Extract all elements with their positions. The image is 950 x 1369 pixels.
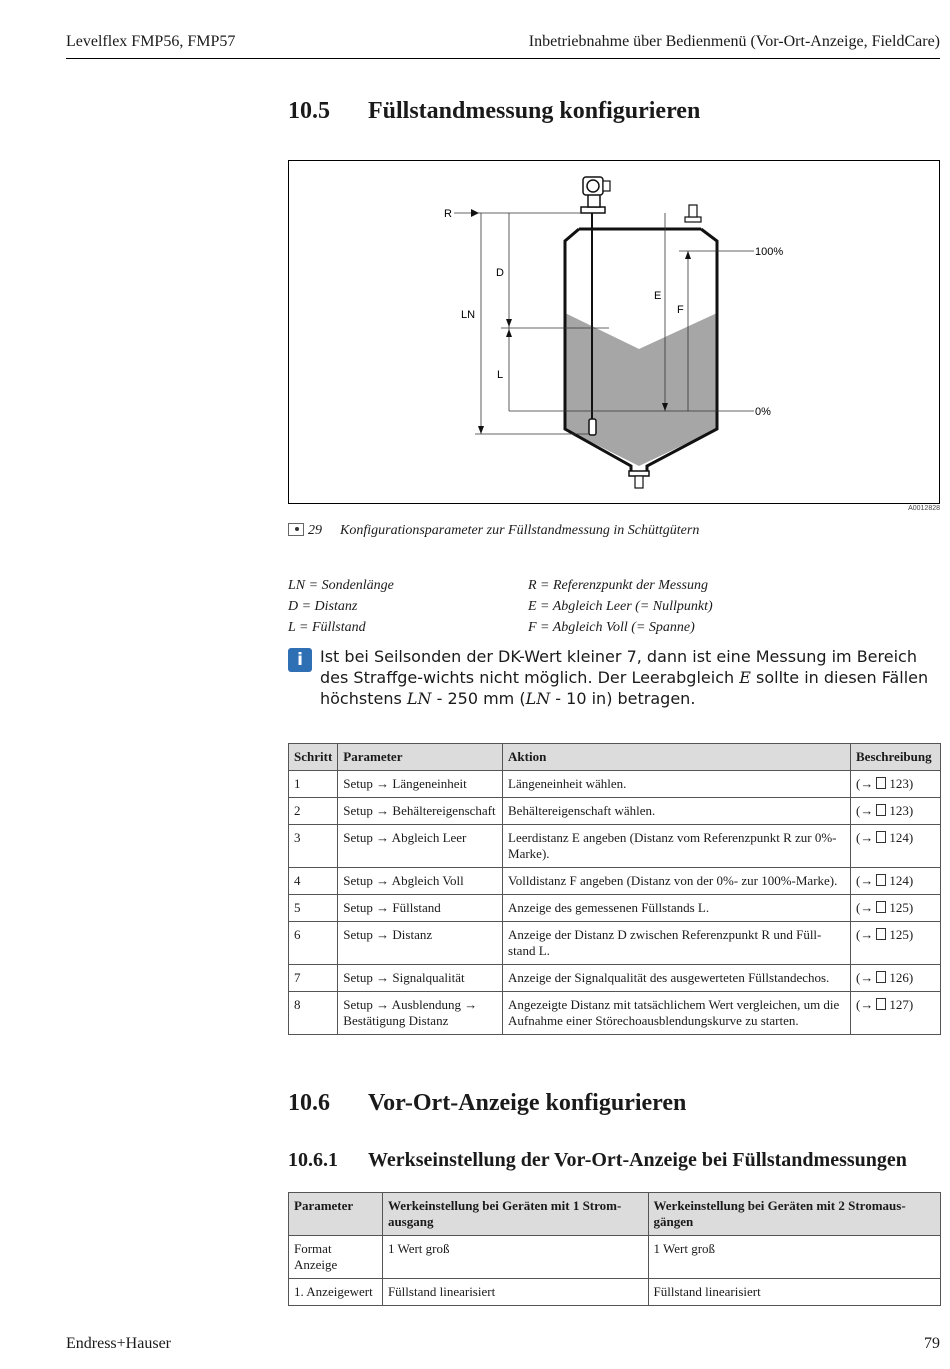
table-row	[289, 1236, 941, 1279]
column-header: Aktion	[503, 744, 851, 771]
page-reference-link[interactable]	[851, 798, 941, 825]
value-cell: 1 Wert groß	[648, 1236, 941, 1279]
section-heading-10-6	[288, 1090, 686, 1117]
section-title: Füllstandmessung konfigurieren	[368, 98, 701, 124]
table-row	[289, 1279, 941, 1306]
step-cell: 8	[289, 992, 338, 1035]
nozzle-flange	[685, 217, 701, 222]
value-cell: 1 Wert groß	[382, 1236, 648, 1279]
subsection-heading-10-6-1	[288, 1149, 907, 1172]
subsection-number: 10.6.1	[288, 1149, 338, 1171]
step-cell: 2	[289, 798, 338, 825]
step-cell: 3	[289, 825, 338, 868]
page-icon	[876, 804, 886, 816]
configuration-steps-table	[288, 743, 941, 1035]
parameter-cell: Format Anzeige	[289, 1236, 383, 1279]
label-R: R	[444, 208, 452, 220]
page-icon	[876, 777, 886, 789]
reference-arrow	[471, 209, 479, 217]
d-arrow-head	[506, 319, 512, 327]
ref-page: 124)	[889, 830, 914, 845]
column-header: Schritt	[289, 744, 338, 771]
legend-item: D = Distanz	[288, 599, 358, 614]
step-cell: 7	[289, 965, 338, 992]
step-cell: 1	[289, 771, 338, 798]
ref-page: 123)	[889, 776, 914, 791]
silo-diagram-figure	[288, 160, 940, 504]
table-row	[289, 771, 941, 798]
page-reference-link[interactable]	[851, 825, 941, 868]
running-header-right: Inbetriebnahme über Bedienmenü (Vor-Ort-Anzeige, FieldCare)	[528, 33, 940, 50]
ref-arrow: (→	[856, 873, 874, 888]
page-icon	[876, 971, 886, 983]
subsection-title: Werkseinstellung der Vor-Ort-Anzeige bei Füllstandmessungen	[368, 1149, 907, 1171]
ref-arrow: (→	[856, 927, 874, 942]
parameter-cell: Setup → Längeneinheit	[338, 771, 503, 798]
parameter-cell: Setup → Signalqualität	[338, 965, 503, 992]
legend-item: F = Abgleich Voll (= Spanne)	[528, 620, 695, 635]
f-arrow-head	[685, 251, 691, 259]
ref-page: 124)	[889, 873, 914, 888]
section-title: Vor-Ort-Anzeige konfigurieren	[368, 1090, 687, 1116]
page-icon	[876, 901, 886, 913]
legend-item: LN = Sondenlänge	[288, 578, 394, 593]
ref-arrow: (→	[856, 803, 874, 818]
label-100pct: 100%	[755, 246, 784, 258]
note-italic-e: E	[739, 668, 751, 687]
page-reference-link[interactable]	[851, 965, 941, 992]
column-header: Werkeinstellung bei Geräten mit 2 Stromaus-gängen	[648, 1193, 941, 1236]
figure-code: A0012828	[908, 505, 940, 512]
page-reference-link[interactable]	[851, 868, 941, 895]
transmitter-flange	[581, 207, 605, 213]
action-cell: Anzeige der Distanz D zwischen Referenzpunkt R und Füll-stand L.	[503, 922, 851, 965]
ref-page: 125)	[889, 927, 914, 942]
column-header: Beschreibung	[851, 744, 941, 771]
section-number: 10.5	[288, 98, 330, 124]
parameter-cell: Setup → Ausblendung → Bestätigung Distanz	[338, 992, 503, 1035]
figure-caption	[288, 521, 699, 539]
action-cell: Leerdistanz E angeben (Distanz vom Referenzpunkt R zur 0%-Marke).	[503, 825, 851, 868]
label-LN: LN	[461, 309, 476, 321]
footer-brand: Endress+Hauser	[66, 1335, 171, 1352]
ref-page: 125)	[889, 900, 914, 915]
ref-arrow: (→	[856, 830, 874, 845]
action-cell: Angezeigte Distanz mit tatsächlichem Wert vergleichen, um die Aufnahme einer Störechoausblendungskurve zu starten.	[503, 992, 851, 1035]
legend-item: R = Referenzpunkt der Messung	[528, 578, 708, 593]
note-italic-ln: LN	[525, 689, 551, 708]
legend-item: E = Abgleich Leer (= Nullpunkt)	[528, 599, 713, 614]
outlet-pipe	[635, 476, 643, 488]
table-header-row	[289, 1193, 941, 1236]
page-icon	[876, 874, 886, 886]
column-header: Parameter	[289, 1193, 383, 1236]
info-icon: i	[288, 648, 312, 672]
section-heading-10-5	[288, 98, 700, 125]
section-number: 10.6	[288, 1090, 330, 1116]
value-cell: Füllstand linearisiert	[648, 1279, 941, 1306]
table-header-row	[289, 744, 941, 771]
column-header: Parameter	[338, 744, 503, 771]
ref-arrow: (→	[856, 776, 874, 791]
page-reference-link[interactable]	[851, 992, 941, 1035]
silo-diagram	[289, 161, 941, 505]
ref-page: 123)	[889, 803, 914, 818]
column-header: Werkeinstellung bei Geräten mit 1 Strom-ausgang	[382, 1193, 648, 1236]
ref-arrow: (→	[856, 997, 874, 1012]
note-text: Ist bei Seilsonden der DK-Wert kleiner 7, dann ist eine Messung im Bereich des Straffge-wichts nicht möglich. Der Leerabgleich	[320, 647, 917, 687]
page-reference-link[interactable]	[851, 922, 941, 965]
nozzle-cap	[689, 205, 697, 217]
header-divider	[66, 58, 940, 59]
parameter-cell: 1. Anzeigewert	[289, 1279, 383, 1306]
note-text: - 250 mm (	[431, 689, 526, 708]
table-row	[289, 992, 941, 1035]
display-defaults-table	[288, 1192, 941, 1306]
l-arrow-head	[506, 329, 512, 337]
label-F: F	[677, 304, 684, 316]
label-L: L	[497, 369, 504, 381]
parameter-cell: Setup → Behältereigenschaft	[338, 798, 503, 825]
label-0pct: 0%	[755, 406, 771, 418]
table-row	[289, 922, 941, 965]
action-cell: Anzeige des gemessenen Füllstands L.	[503, 895, 851, 922]
table-row	[289, 965, 941, 992]
figure-icon	[288, 523, 304, 536]
legend-item: L = Füllstand	[288, 620, 366, 635]
page-icon	[876, 831, 886, 843]
running-header-left: Levelflex FMP56, FMP57	[66, 33, 236, 50]
outlet-flange	[629, 471, 649, 476]
transmitter-display	[587, 180, 599, 192]
step-cell: 4	[289, 868, 338, 895]
page-icon	[876, 998, 886, 1010]
page-icon	[876, 928, 886, 940]
probe-weight	[589, 419, 596, 435]
step-cell: 6	[289, 922, 338, 965]
action-cell: Behältereigenschaft wählen.	[503, 798, 851, 825]
note-italic-ln: LN	[406, 689, 432, 708]
figure-caption-text: Konfigurationsparameter zur Füllstandmessung in Schüttgütern	[340, 523, 700, 538]
page-reference-link[interactable]	[851, 771, 941, 798]
action-cell: Anzeige der Signalqualität des ausgewerteten Füllstandechos.	[503, 965, 851, 992]
value-cell: Füllstand linearisiert	[382, 1279, 648, 1306]
info-note	[320, 646, 944, 709]
parameter-cell: Setup → Füllstand	[338, 895, 503, 922]
action-cell: Volldistanz F angeben (Distanz von der 0%- zur 100%-Marke).	[503, 868, 851, 895]
cable-gland	[603, 181, 610, 191]
parameter-cell: Setup → Abgleich Voll	[338, 868, 503, 895]
note-text: - 10 in) betragen.	[550, 689, 696, 708]
step-cell: 5	[289, 895, 338, 922]
table-row	[289, 825, 941, 868]
ref-arrow: (→	[856, 970, 874, 985]
page-reference-link[interactable]	[851, 895, 941, 922]
table-row	[289, 895, 941, 922]
label-E: E	[654, 290, 662, 302]
label-D: D	[496, 267, 504, 279]
ref-page: 127)	[889, 997, 914, 1012]
action-cell: Längeneinheit wählen.	[503, 771, 851, 798]
figure-number: 29	[308, 523, 322, 538]
table-row	[289, 868, 941, 895]
parameter-cell: Setup → Abgleich Leer	[338, 825, 503, 868]
ref-page: 126)	[889, 970, 914, 985]
page-number: 79	[924, 1335, 940, 1352]
table-row	[289, 798, 941, 825]
ln-arrow-head	[478, 426, 484, 434]
ref-arrow: (→	[856, 900, 874, 915]
parameter-cell: Setup → Distanz	[338, 922, 503, 965]
note-text: sollte in diesen Fällen höchstens	[320, 668, 929, 708]
